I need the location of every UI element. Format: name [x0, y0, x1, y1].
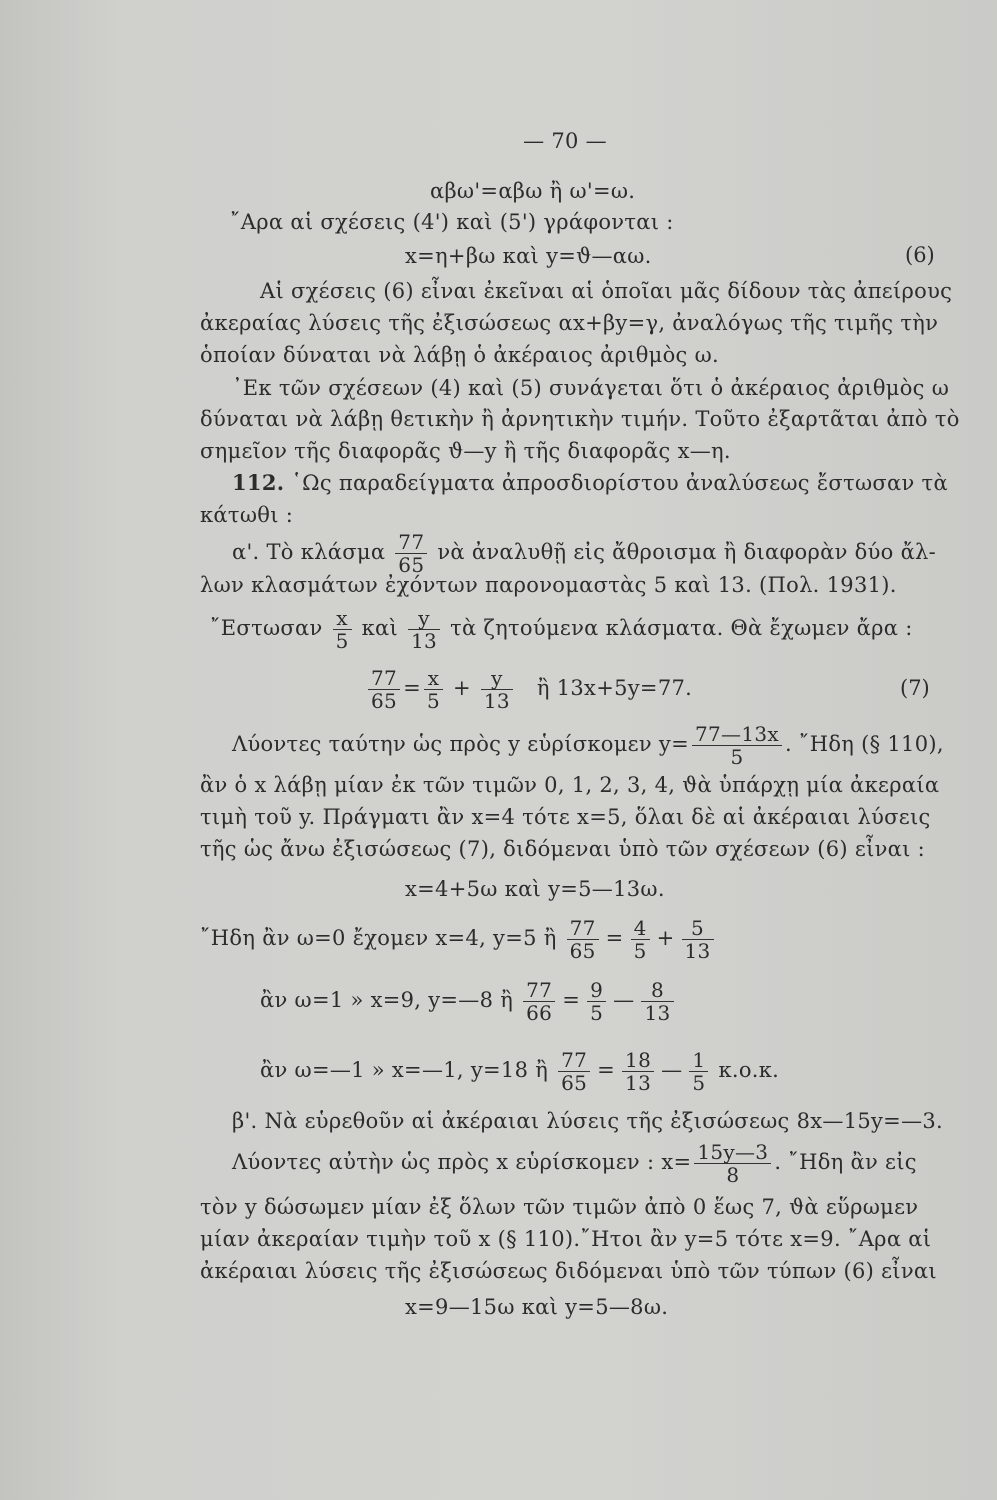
example-row [260, 974, 677, 1026]
text-segment: ἢ 13x+5y=77. [536, 676, 693, 700]
fraction-numerator: 5 [682, 917, 714, 940]
fraction [481, 667, 513, 712]
fraction [587, 979, 606, 1024]
fraction [682, 917, 714, 962]
fraction-denominator: 5 [590, 1001, 604, 1025]
fraction-denominator: 65 [398, 553, 425, 577]
fraction-numerator: 77 [368, 667, 400, 690]
text-segment: . ῎Ηδη ἂν εἰς [774, 1150, 917, 1174]
text-line: λων κλασμάτων ἐχόντων παρονομαστὰς 5 καὶ 13. (Πολ. 1931). [200, 573, 897, 597]
fraction [641, 979, 673, 1024]
fraction-expression [564, 916, 717, 963]
operator: — [661, 1058, 683, 1082]
text-segment: ῎Ηδη ἂν ω=0 ἔχομεν x=4, y=5 ἢ [200, 926, 557, 950]
text-line: τῆς ὡς ἄνω ἐξισώσεως (7), διδόμεναι ὑπὸ τῶν σχέσεων (6) εἶναι : [200, 837, 926, 861]
fraction [622, 1049, 654, 1094]
operator: + [452, 676, 471, 700]
fraction-denominator: 5 [633, 939, 647, 963]
text-line: κάτωθι : [200, 503, 294, 527]
fraction-expression [520, 978, 676, 1025]
fraction [523, 979, 555, 1024]
fraction-denominator: 5 [426, 689, 440, 713]
equation-line: x=9—15ω καὶ y=5—8ω. [405, 1295, 669, 1319]
text-segment: α'. Τὸ κλάσμα [232, 540, 386, 564]
text-line: β'. Νὰ εὑρεθοῦν αἱ ἀκέραιαι λύσεις τῆς ἐξισώσεως 8x—15y=—3. [232, 1109, 944, 1133]
fraction-denominator: 66 [526, 1001, 553, 1025]
text-line: ῎Αρα αἱ σχέσεις (4') καὶ (5') γράφονται : [230, 210, 674, 234]
example-row [200, 912, 717, 964]
text-segment: ἂν ω=1 » x=9, y=—8 ἢ [260, 988, 514, 1012]
fraction-denominator: 13 [411, 629, 438, 653]
text-segment: τὰ ζητούμενα κλάσματα. Θὰ ἔχωμεν ἄρα : [450, 616, 913, 640]
fraction-numerator: 77—13x [692, 723, 782, 746]
fraction-denominator: 13 [684, 939, 711, 963]
text-segment: Λύοντες αὐτὴν ὡς πρὸς x εὑρίσκομεν : x= [232, 1150, 692, 1174]
text-line: ἀκεραίας λύσεις τῆς ἐξισώσεως αx+βy=γ, ἀναλόγως τῆς τιμῆς τὴν [200, 311, 939, 335]
text-line [232, 528, 936, 576]
fraction-numerator: y [481, 667, 513, 690]
fraction-numerator: 77 [558, 1049, 590, 1072]
fraction [558, 1049, 590, 1094]
text-line [232, 720, 944, 768]
fraction-denominator: 8 [726, 1163, 740, 1187]
fraction [689, 1049, 708, 1094]
fraction-denominator: 5 [730, 745, 744, 769]
text-line: ὁποίαν δύναται νὰ λάβῃ ὁ ἀκέραιος ἀριθμὸς ω. [200, 343, 719, 367]
fraction-numerator: y [408, 607, 440, 630]
text-segment: ῎Εστωσαν [210, 616, 323, 640]
text-line [210, 604, 913, 652]
text-line: δύναται νὰ λάβῃ θετικὴν ἢ ἀρνητικὴν τιμήν. Τοῦτο ἐξαρτᾶται ἀπὸ τὸ [200, 407, 960, 431]
text-segment: . ῎Ηδη (§ 110), [784, 732, 944, 756]
fraction-numerator: 77 [567, 917, 599, 940]
fraction [408, 607, 440, 652]
fraction [395, 531, 427, 576]
equation-line: x=η+βω καὶ y=ϑ—αω. [405, 244, 652, 268]
text-segment: καὶ [361, 616, 399, 640]
fraction-numerator: 9 [587, 979, 606, 1002]
equation-tag: (6) [905, 243, 935, 267]
text-line [232, 1138, 917, 1186]
fraction [567, 917, 599, 962]
section-number: 112. [232, 470, 285, 495]
fraction-denominator: 65 [371, 689, 398, 713]
equation-line: αβω'=αβω ἢ ω'=ω. [430, 179, 636, 203]
section-text: ῾Ως παραδείγματα ἀπροσδιορίστου ἀναλύσεως ἔστωσαν τὰ [291, 471, 948, 495]
fraction-numerator: x [333, 607, 352, 630]
fraction [368, 667, 400, 712]
text-line: ἀκέραιαι λύσεις τῆς ἐξισώσεως διδόμεναι ὑπὸ τῶν τύπων (6) εἶναι [200, 1259, 937, 1283]
fraction-numerator: 4 [631, 917, 650, 940]
fraction [694, 1141, 771, 1186]
text-line [232, 470, 948, 496]
fraction-numerator: 15y—3 [694, 1141, 771, 1164]
fraction-numerator: 77 [395, 531, 427, 554]
operator: = [605, 926, 624, 950]
fraction [631, 917, 650, 962]
operator: — [613, 988, 635, 1012]
text-line: τιμὴ τοῦ y. Πράγματι ἂν x=4 τότε x=5, ὅλαι δὲ αἱ ἀκέραιαι λύσεις [200, 805, 931, 829]
fraction-numerator: 18 [622, 1049, 654, 1072]
text-segment: ἂν ω=—1 » x=—1, y=18 ἢ [260, 1058, 549, 1082]
fraction-denominator: 13 [644, 1001, 671, 1025]
example-row [260, 1044, 779, 1096]
text-line: ᾿Εκ τῶν σχέσεων (4) καὶ (5) συνάγεται ὅτι ὁ ἀκέραιος ἀριθμὸς ω [232, 376, 950, 400]
fraction-numerator: 1 [689, 1049, 708, 1072]
fraction-denominator: 65 [569, 939, 596, 963]
fraction [692, 723, 782, 768]
text-segment: Λύοντες ταύτην ὡς πρὸς y εὑρίσκομεν y= [232, 732, 689, 756]
fraction-denominator: 5 [335, 629, 349, 653]
fraction-expression [555, 1048, 711, 1095]
operator: = [403, 676, 421, 700]
fraction-denominator: 5 [692, 1071, 706, 1095]
fraction-numerator: x [424, 667, 443, 690]
text-line: σημεῖον τῆς διαφορᾶς ϑ—y ἢ τῆς διαφορᾶς x—η. [200, 439, 731, 463]
equation-line: x=4+5ω καὶ y=5—13ω. [405, 877, 665, 901]
text-segment: νὰ ἀναλυθῇ εἰς ἄθροισμα ἢ διαφορὰν δύο ἄλ- [437, 540, 937, 564]
operator: = [562, 988, 581, 1012]
fraction-numerator: 8 [641, 979, 673, 1002]
operator: + [656, 926, 675, 950]
fraction-numerator: 77 [523, 979, 555, 1002]
text-line: ἂν ὁ x λάβῃ μίαν ἐκ τῶν τιμῶν 0, 1, 2, 3, 4, ϑὰ ὑπάρχῃ μία ἀκεραία [200, 773, 940, 797]
page-number: — 70 — [523, 129, 607, 153]
text-line: μίαν ἀκεραίαν τιμὴν τοῦ x (§ 110).῎Ητοι ἂν y=5 τότε x=9. ῎Αρα αἱ [200, 1227, 932, 1251]
fraction-denominator: 65 [561, 1071, 588, 1095]
text-line: τὸν y δώσωμεν μίαν ἐξ ὅλων τῶν τιμῶν ἀπὸ 0 ἕως 7, ϑὰ εὕρωμεν [200, 1195, 919, 1219]
fraction [333, 607, 352, 652]
text-line: Αἱ σχέσεις (6) εἶναι ἐκεῖναι αἱ ὁποῖαι μᾶς δίδουν τὰς ἀπείρους [260, 279, 953, 303]
equation-line [365, 664, 692, 712]
fraction-denominator: 13 [625, 1071, 652, 1095]
fraction-denominator: 13 [483, 689, 510, 713]
equation-tag: (7) [900, 676, 930, 700]
text-segment: κ.ο.κ. [718, 1058, 780, 1082]
fraction [424, 667, 443, 712]
operator: = [597, 1058, 616, 1082]
